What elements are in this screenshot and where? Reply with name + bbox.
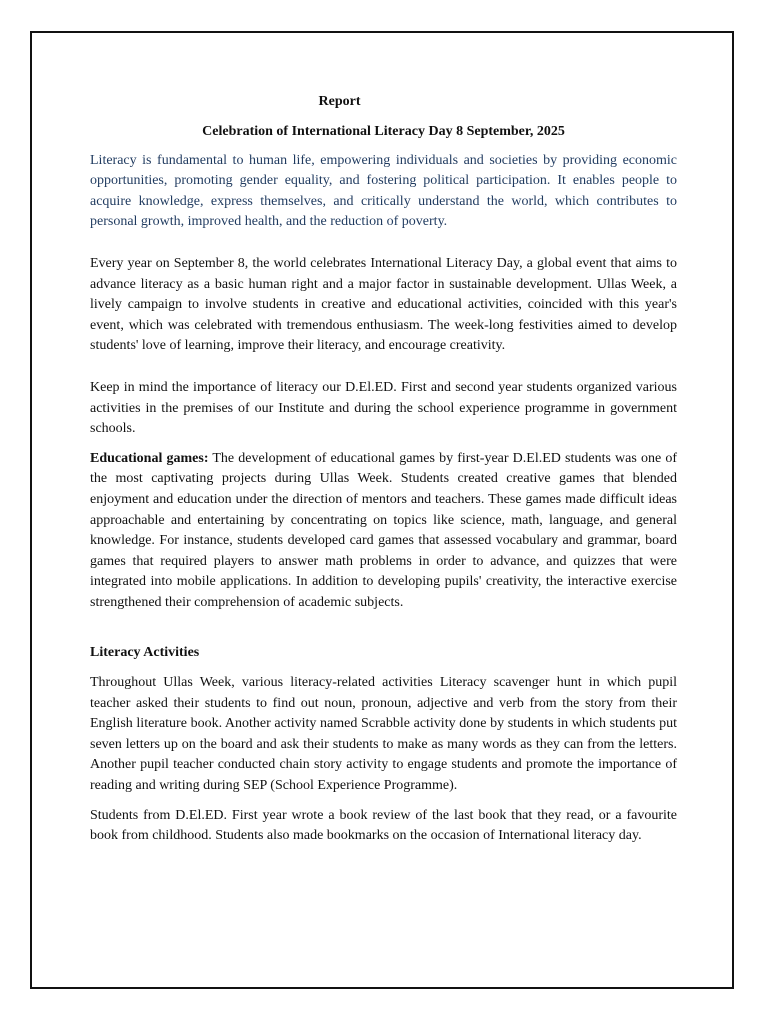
students-activities-paragraph: Keep in mind the importance of literacy our D.El.ED. First and second year students organized various activities in the premises of our Institute and during the school experience programme in government schools. bbox=[90, 379, 677, 437]
report-body bbox=[90, 92, 677, 847]
report-subtitle: Celebration of International Literacy Day 8 September, 2025 bbox=[202, 124, 565, 139]
report-title: Report bbox=[318, 94, 361, 109]
book-review-paragraph: Students from D.El.ED. First year wrote a book review of the last book that they read, or a favourite book from childhood. Students also made bookmarks on the occasion of International literacy day. bbox=[90, 807, 677, 844]
intro-paragraph: Literacy is fundamental to human life, empowering individuals and societies by providing economic opportunities, promoting gender equality, and fostering political participation. It enables people to acquire knowledge, express themselves, and critically understand the world, which contributes to personal growth, improved health, and the reduction of poverty. bbox=[90, 152, 677, 230]
literacy-day-paragraph: Every year on September 8, the world celebrates International Literacy Day, a global event that aims to advance literacy as a basic human right and a major factor in sustainable development. Ullas Week, a lively campaign to involve students in creative and educational activities, coincided with this year's event, which was celebrated with tremendous enthusiasm. The week-long festivities aimed to develop students' love of learning, improve their literacy, and encourage creativity. bbox=[90, 255, 677, 354]
educational-games-text: The development of educational games by first-year D.El.ED students was one of the most captivating projects during Ullas Week. Students created creative games that blended enjoyment and education under the direction of mentors and teachers. These games made difficult ideas approachable and entertaining by concentrating on topics like science, math, language, and general knowledge. For instance, students developed card games that assessed vocabulary and grammar, board games that required players to answer math problems in order to advance, and quizzes that were integrated into mobile applications. In addition to developing pupils' creativity, the interactive exercise strengthened their comprehension of academic subjects. bbox=[90, 450, 677, 610]
educational-games-label: Educational games: bbox=[90, 450, 209, 466]
educational-games-paragraph bbox=[90, 449, 677, 614]
literacy-activities-paragraph: Throughout Ullas Week, various literacy-related activities Literacy scavenger hunt in which pupil teacher asked their students to find out noun, pronoun, adjective and verb from the story from their English literature book. Another activity named Scrabble activity done by students in which students put seven letters up on the board and ask their students to make as many words as they can from the letters. Another pupil teacher conducted chain story activity to engage students and promote the importance of reading and writing during SEP (School Experience Programme). bbox=[90, 675, 677, 794]
literacy-activities-heading: Literacy Activities bbox=[90, 645, 200, 661]
